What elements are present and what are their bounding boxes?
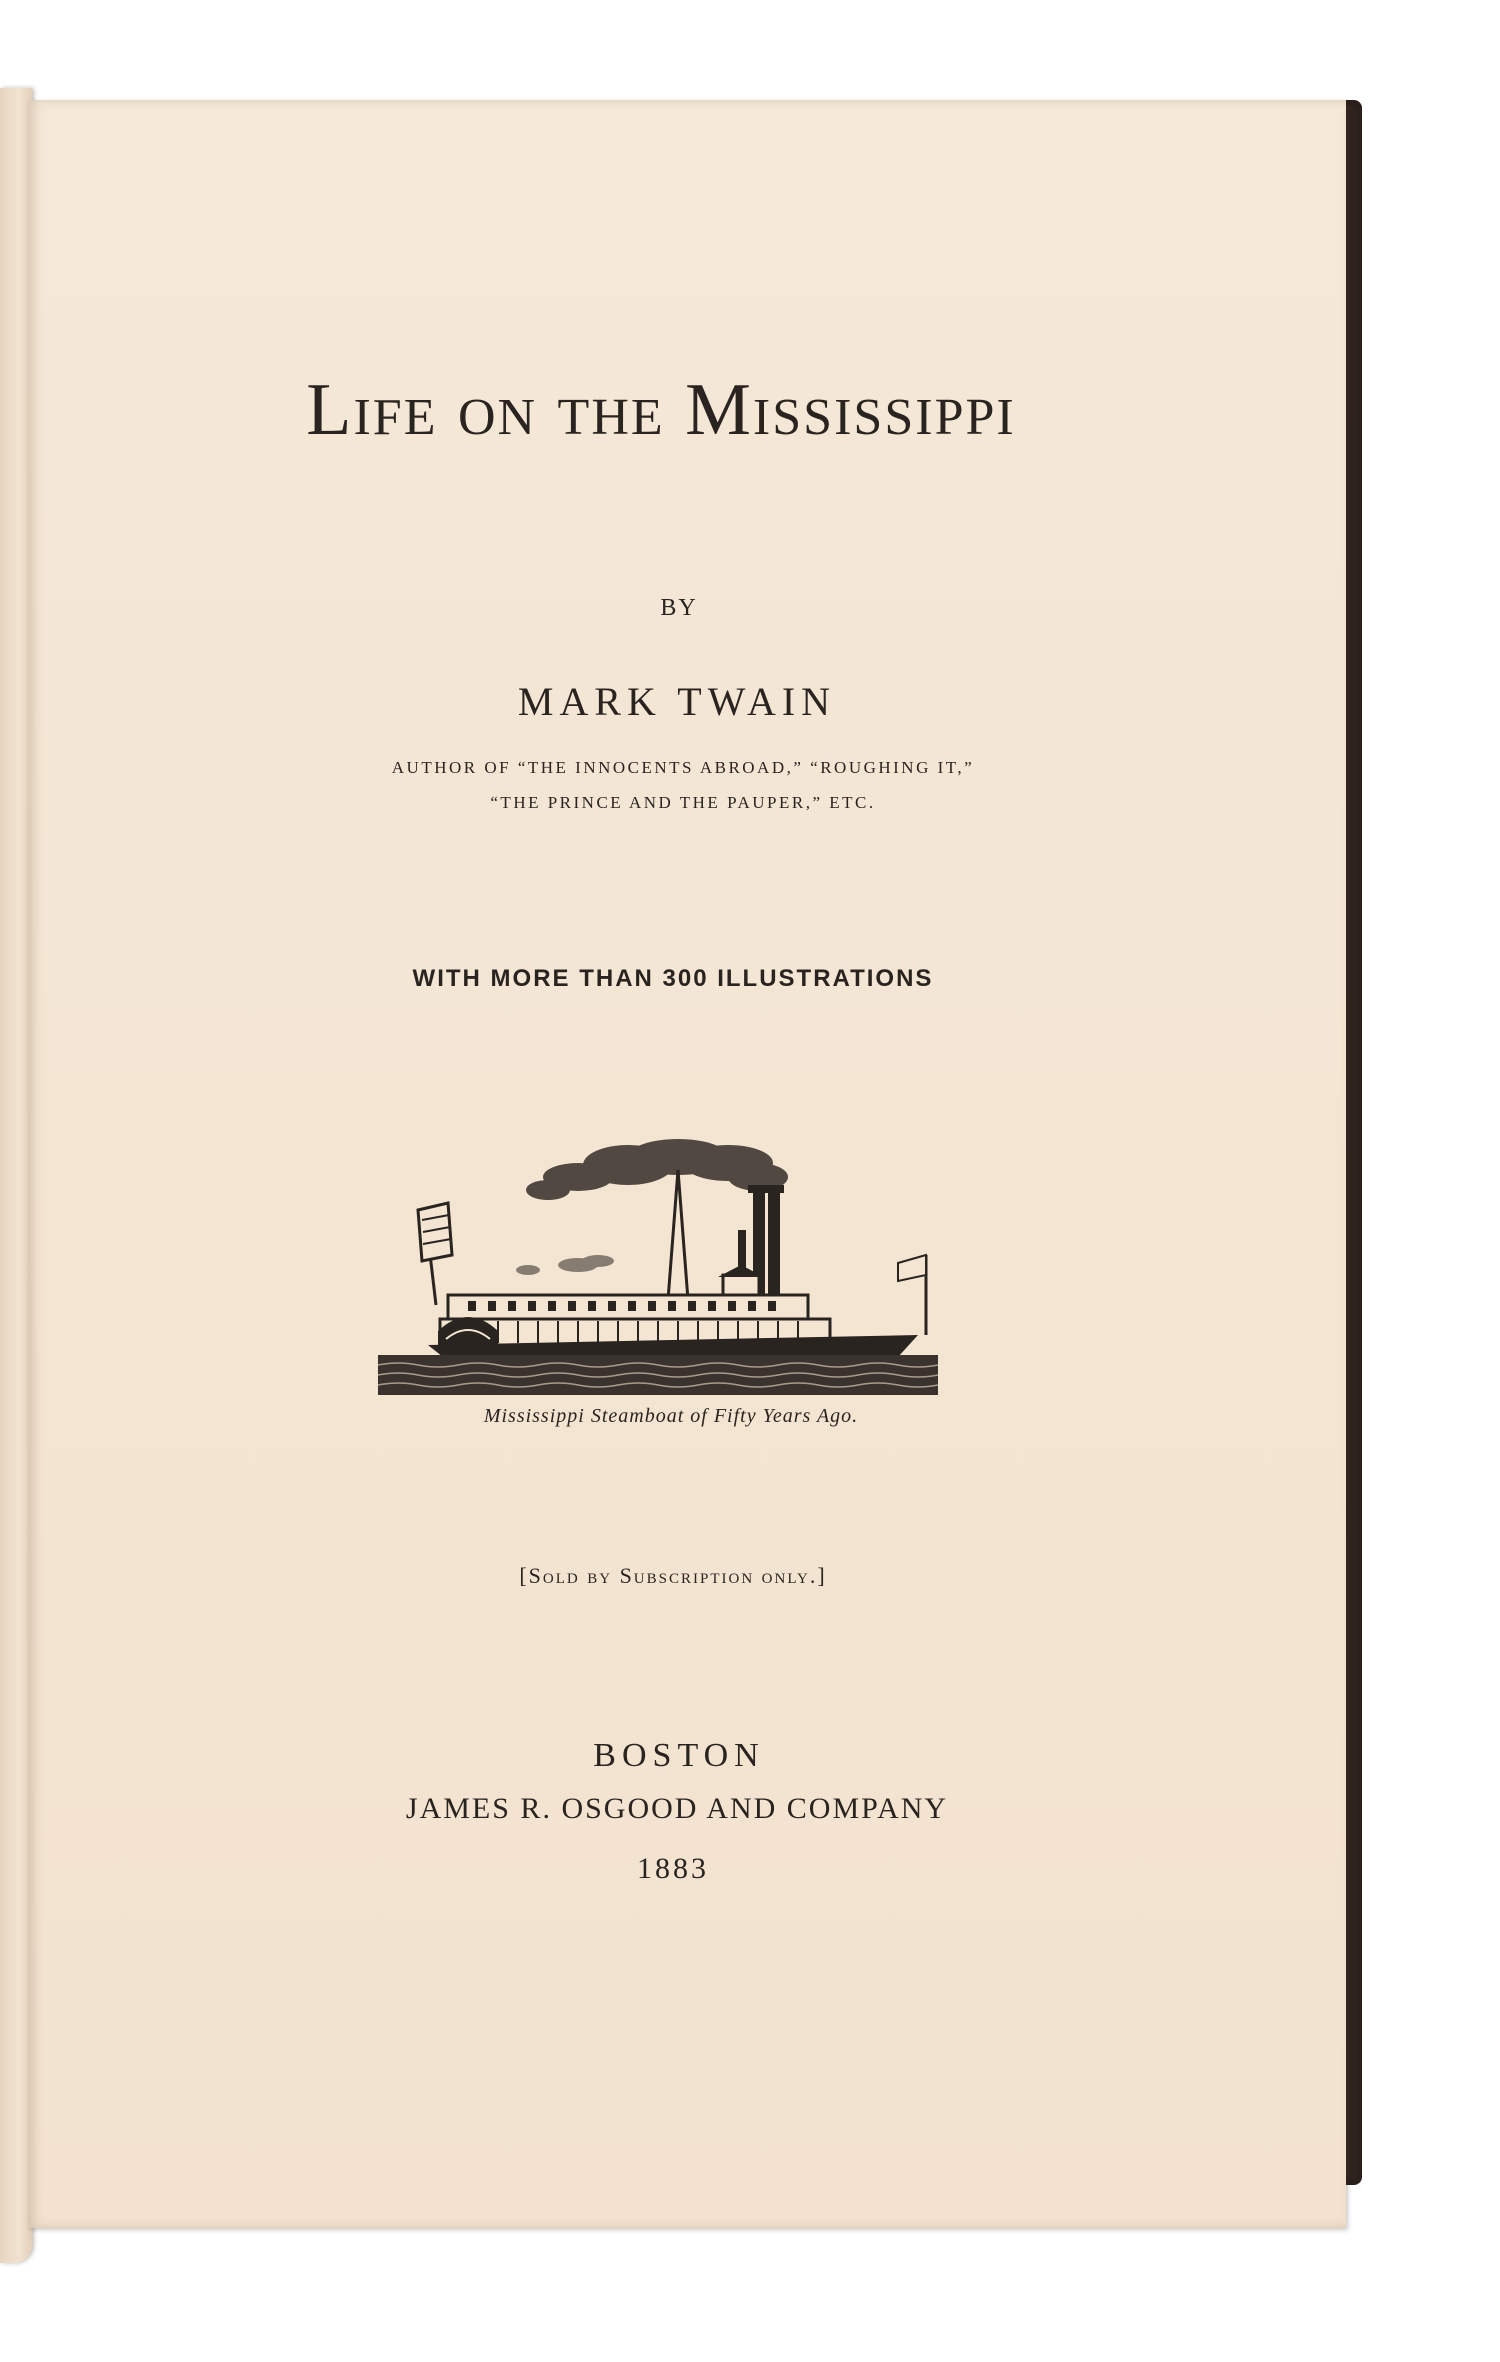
author-name: MARK TWAIN [517,679,837,724]
author-credits-line-2: “THE PRINCE AND THE PAUPER,” ETC. [490,793,876,812]
illustration-caption: Mississippi Steamboat of Fifty Years Ago. [483,1405,859,1427]
illustrations-note: WITH MORE THAN 300 ILLUSTRATIONS [412,965,934,992]
publication-year: 1883 [637,1852,709,1885]
steamboat-engraving [378,1135,938,1395]
title-page [28,100,1346,2228]
book-title: Life on the Mississippi [306,369,1016,451]
by-line: BY [660,595,698,621]
author-credits-line-1: AUTHOR OF “THE INNOCENTS ABROAD,” “ROUGHING IT,” [391,758,975,777]
subscription-note: [Sold by Subscription only.] [519,1563,827,1588]
publisher-name: JAMES R. OSGOOD AND COMPANY [405,1792,949,1825]
publisher-city: BOSTON [593,1737,765,1774]
author-credits [24,750,1342,820]
